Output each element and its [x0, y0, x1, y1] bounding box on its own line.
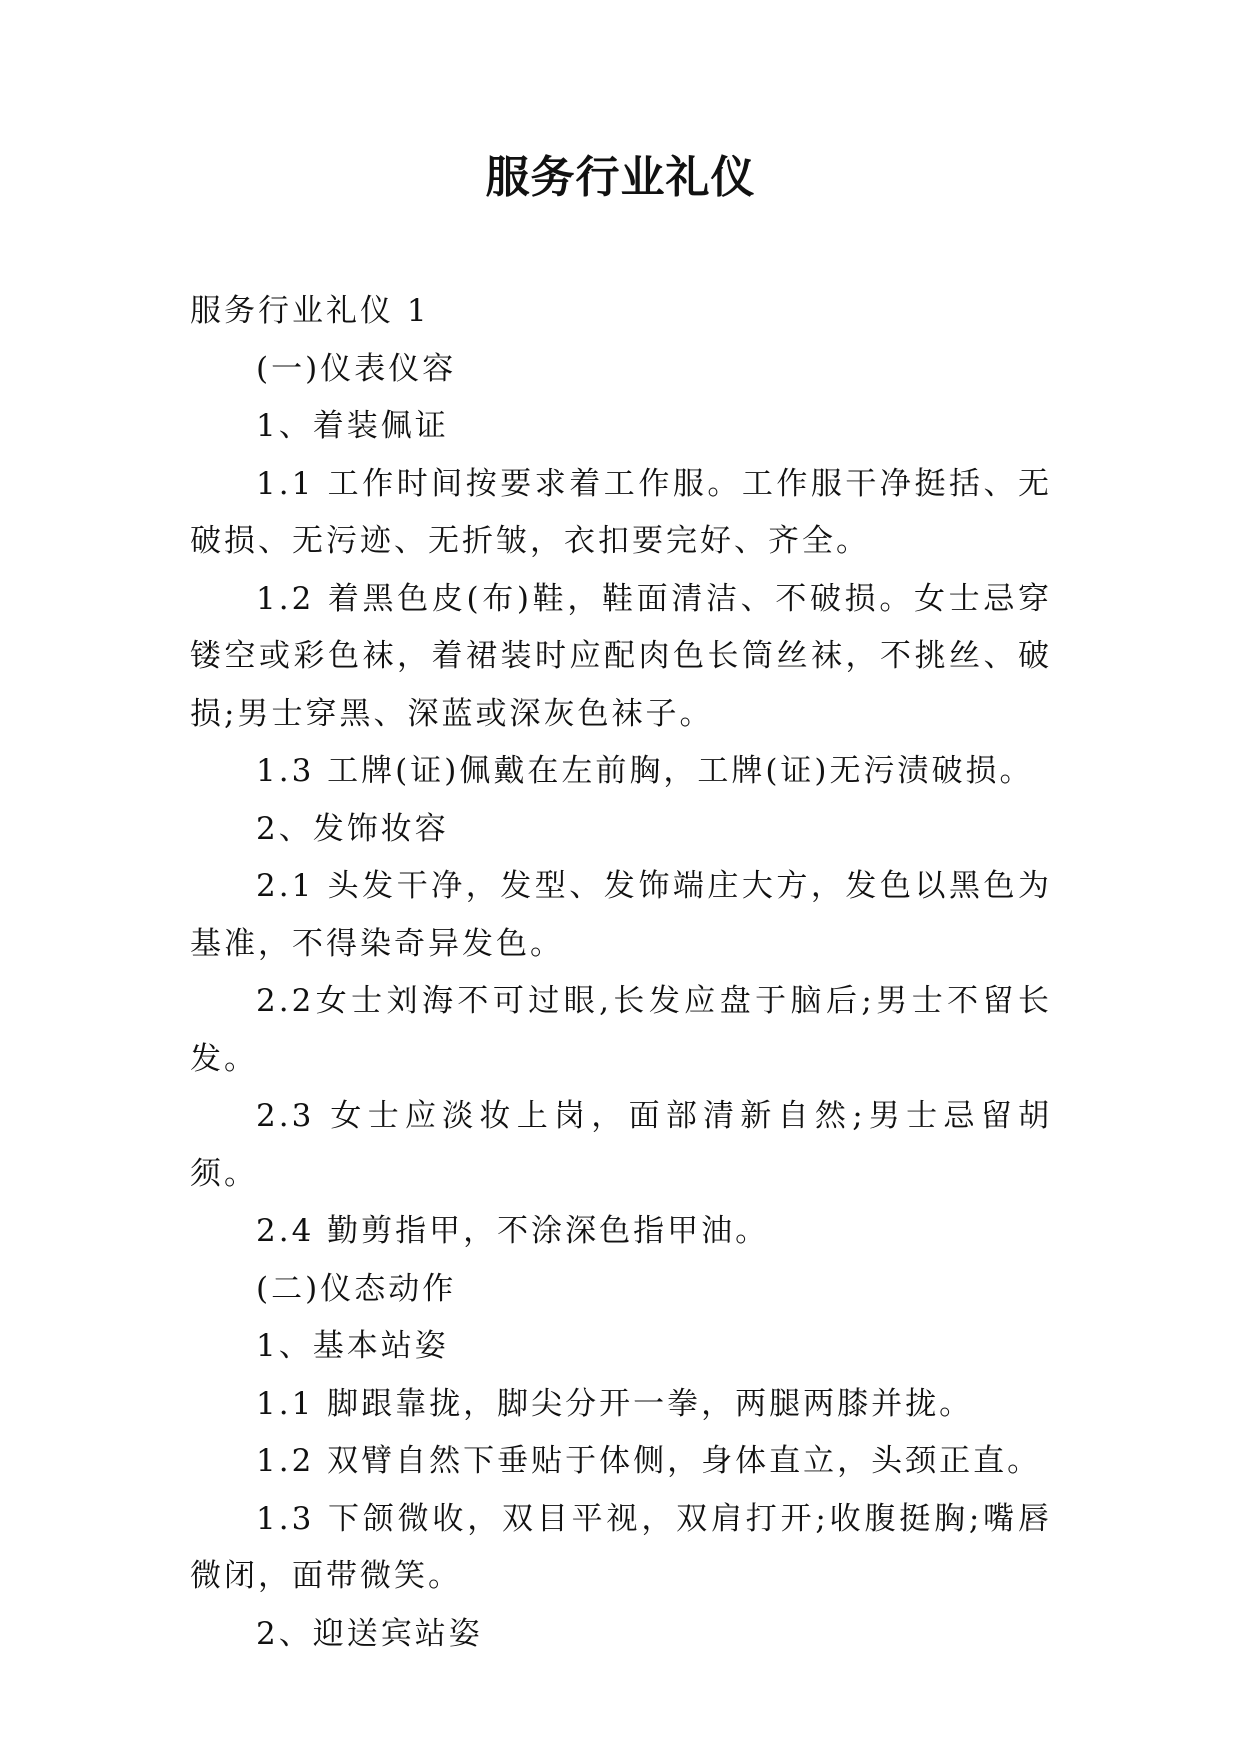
paragraph: 2.2女士刘海不可过眼,长发应盘于脑后;男士不留长发。 — [190, 983, 1052, 1077]
paragraph: 1.2 着黑色皮(布)鞋，鞋面清洁、不破损。女士忌穿镂空或彩色袜，着裙装时应配肉色长筒丝袜，不挑丝、破损;男士穿黑、深蓝或深灰色袜子。 — [190, 580, 1052, 732]
paragraph: 2.3 女士应淡妆上岗，面部清新自然;男士忌留胡须。 — [190, 1098, 1052, 1192]
subsection-heading: 1、基本站姿 — [256, 1328, 449, 1364]
subsection-heading: 2、发饰妆容 — [256, 810, 449, 847]
paragraph: 1.1 工作时间按要求着工作服。工作服干净挺括、无破损、无污迹、无折皱，衣扣要完好、齐全。 — [190, 465, 1052, 559]
paragraph: 1.3 工牌(证)佩戴在左前胸，工牌(证)无污渍破损。 — [256, 753, 1034, 789]
subsection-heading: 2、迎送宾站姿 — [256, 1615, 483, 1652]
subsection-heading: 1、着装佩证 — [256, 408, 449, 444]
paragraph: 2.1 头发干净，发型、发饰端庄大方，发色以黑色为基准，不得染奇异发色。 — [190, 868, 1052, 962]
document-title: 服务行业礼仪 — [485, 152, 756, 203]
section-heading: (二)仪态动作 — [256, 1270, 457, 1307]
paragraph: 1.1 脚跟靠拢，脚尖分开一拳，两腿两膝并拢。 — [256, 1385, 974, 1422]
paragraph: 服务行业礼仪 1 — [190, 293, 430, 329]
document-body — [190, 283, 1052, 1663]
paragraph: 1.3 下颌微收，双目平视，双肩打开;收腹挺胸;嘴唇微闭，面带微笑。 — [190, 1500, 1052, 1594]
section-heading: (一)仪表仪容 — [256, 350, 457, 387]
paragraph: 1.2 双臂自然下垂贴于体侧，身体直立，头颈正直。 — [256, 1443, 1042, 1479]
paragraph: 2.4 勤剪指甲，不涂深色指甲油。 — [256, 1213, 770, 1249]
